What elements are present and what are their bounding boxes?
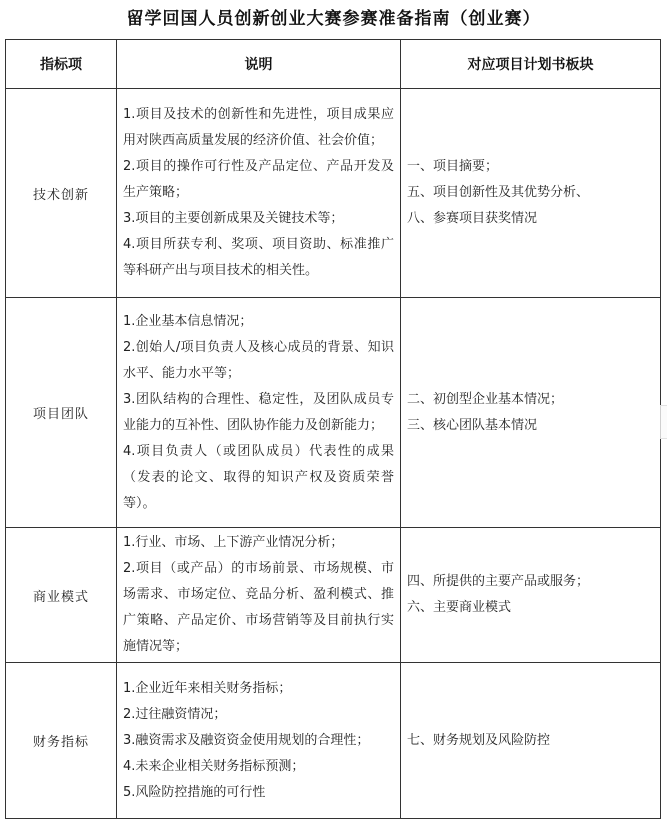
- header-indicator: 指标项: [6, 40, 117, 89]
- section-item: 六、主要商业模式: [407, 600, 512, 615]
- description-item: 3.融资需求及融资资金使用规划的合理性；: [123, 732, 370, 748]
- description-item: 4.项目负责人（或团队成员）代表性的成果（发表的论文、取得的知识产权及资质荣誉等）。: [123, 443, 394, 511]
- section-item: 七、财务规划及风险防控: [407, 732, 551, 748]
- section-item: 四、所提供的主要产品或服务；: [407, 574, 590, 589]
- description-item: 2.项目（或产品）的市场前景、市场规模、市场需求、市场定位、竞品分析、盈利模式、推广策略、产品定价、市场营销等及目前执行实施情况等；: [123, 561, 394, 654]
- indicator-cell: 商业模式: [6, 528, 117, 663]
- sections-cell: [401, 298, 661, 528]
- description-item: 2.过往融资情况；: [123, 706, 227, 722]
- section-item: 二、初创型企业基本情况；: [407, 391, 564, 407]
- header-sections: 对应项目计划书板块: [401, 40, 661, 89]
- description-item: 3.项目的主要创新成果及关键技术等；: [123, 211, 344, 226]
- description-item: 4.未来企业相关财务指标预测；: [123, 758, 305, 774]
- table-row-project-team: [6, 298, 661, 528]
- description-item: 5.风险防控措施的可行性: [123, 784, 266, 800]
- description-cell: [117, 298, 401, 528]
- table-row-financial: [6, 663, 661, 819]
- description-item: 1.项目及技术的创新性和先进性，项目成果应用对陕西高质量发展的经济价值、社会价值；: [123, 107, 394, 148]
- description-item: 2.项目的操作可行性及产品定位、产品开发及生产策略；: [123, 159, 394, 200]
- table-row-tech-innovation: [6, 89, 661, 298]
- description-item: 3.团队结构的合理性、稳定性，及团队成员专业能力的互补性、团队协作能力及创新能力；: [123, 391, 394, 433]
- section-item: 五、项目创新性及其优势分析、: [407, 185, 590, 200]
- description-item: 1.企业基本信息情况；: [123, 313, 253, 329]
- description-cell: [117, 89, 401, 298]
- indicator-cell: 项目团队: [6, 298, 117, 528]
- description-item: 2.创始人/项目负责人及核心成员的背景、知识水平、能力水平等；: [123, 339, 394, 381]
- section-item: 三、核心团队基本情况: [407, 417, 538, 433]
- page-title: 留学回国人员创新创业大赛参赛准备指南（创业赛）: [126, 9, 541, 29]
- description-item: 4.项目所获专利、奖项、项目资助、标准推广等科研产出与项目技术的相关性。: [123, 237, 394, 278]
- sections-cell: [401, 89, 661, 298]
- scrollbar-handle[interactable]: [660, 405, 667, 439]
- description-item: 1.企业近年来相关财务指标；: [123, 680, 292, 696]
- sections-cell: [401, 663, 661, 819]
- section-item: 一、项目摘要；: [407, 159, 499, 174]
- guide-table: [5, 39, 661, 819]
- indicator-cell: 财务指标: [6, 663, 117, 819]
- section-item: 八、参赛项目获奖情况: [407, 211, 538, 226]
- description-cell: [117, 663, 401, 819]
- table-header-row: [6, 40, 661, 89]
- description-item: 1.行业、市场、上下游产业情况分析；: [123, 535, 344, 550]
- table-row-business-model: [6, 528, 661, 663]
- sections-cell: [401, 528, 661, 663]
- indicator-cell: 技术创新: [6, 89, 117, 298]
- header-description: 说明: [117, 40, 401, 89]
- description-cell: [117, 528, 401, 663]
